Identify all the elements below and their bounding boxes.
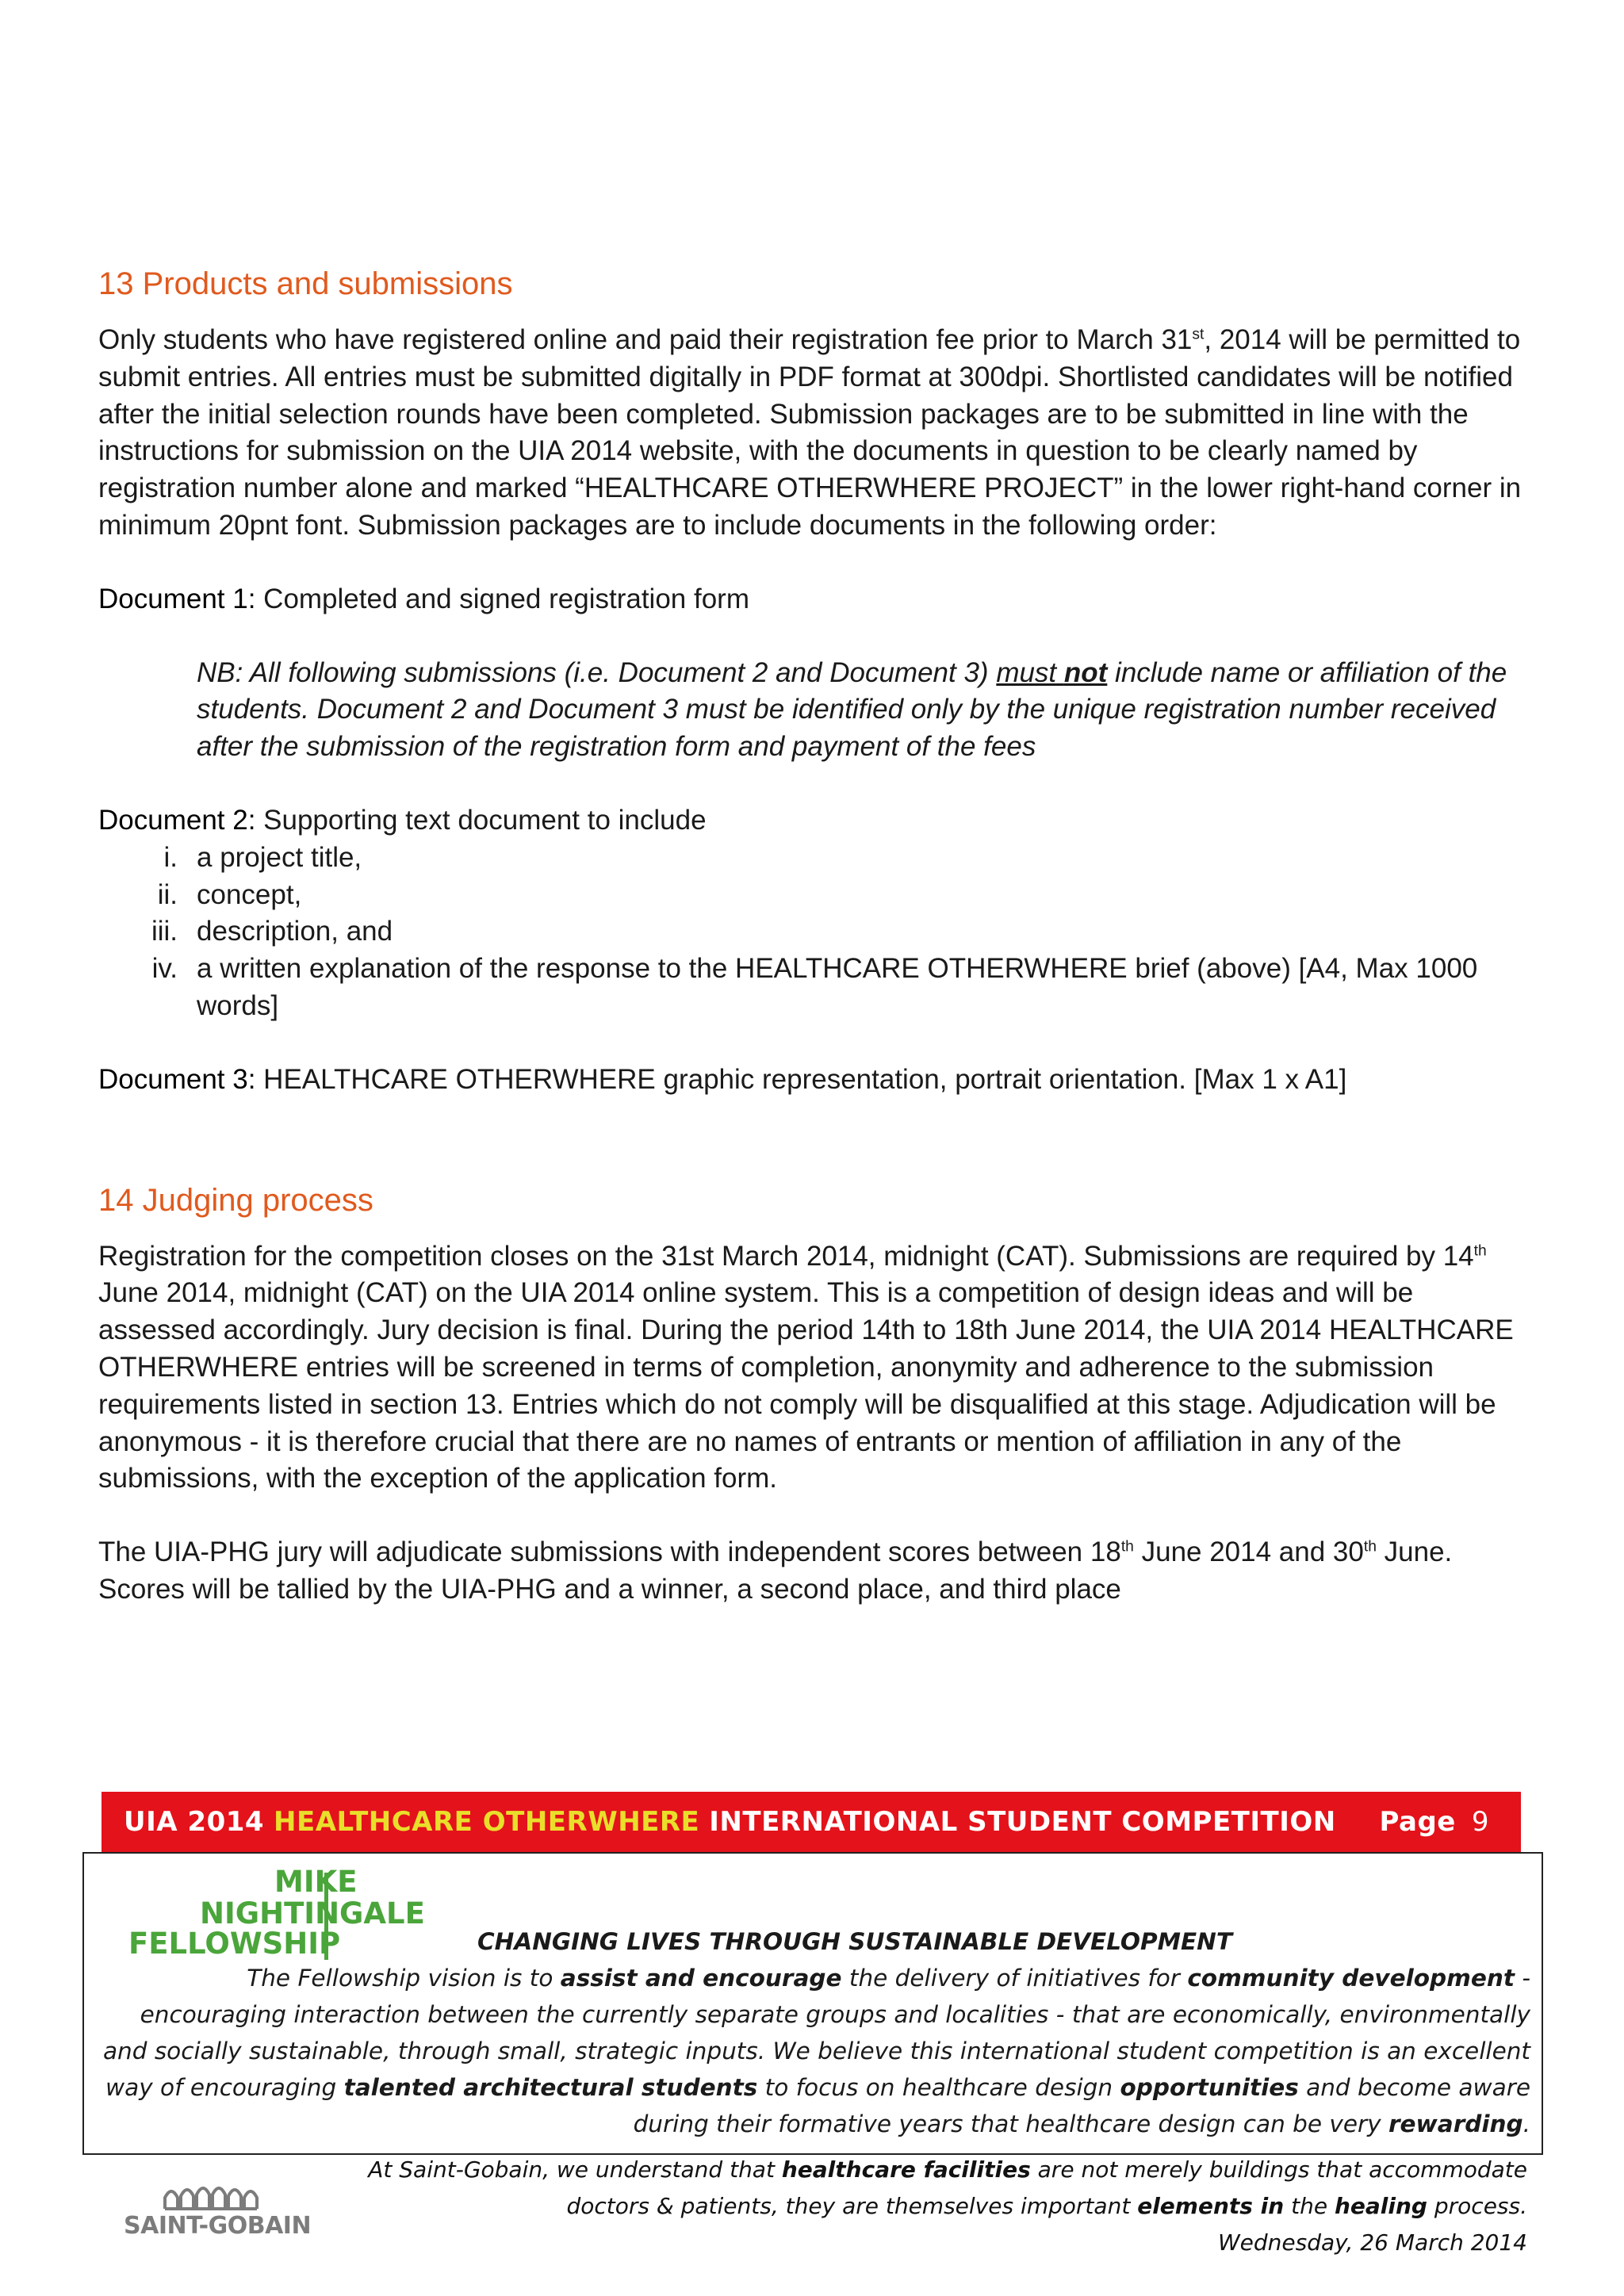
section-14-para-2: The UIA-PHG jury will adjudicate submissions with independent scores between 18th June 2014 and 30th June. Scores will be tallied by the UIA-PHG and a winner, a second place, and third place (98, 1536, 1453, 1605)
footer-uia-label: UIA 2014 (124, 1806, 265, 1838)
document-date: Wednesday, 26 March 2014 (1217, 2229, 1527, 2256)
mike-nightingale-fellowship-logo: MIKE NIGHTINGALE FELLOWSHIP (128, 1865, 425, 1961)
list-item: iv. a written explanation of the response to the HEALTHCARE OTHERWHERE brief (above) [A4, Max 1000 words] (151, 953, 1478, 1021)
section-13-heading: 13 Products and submissions (98, 266, 513, 301)
footer-competition-name: HEALTHCARE OTHERWHERE (274, 1806, 700, 1838)
list-item: iii. description, and (151, 916, 393, 947)
document-3-label: Document 3: (98, 1063, 256, 1095)
saint-gobain-arches-icon (163, 2179, 274, 2210)
page-content (98, 262, 1526, 1609)
document-2-list (98, 840, 1526, 1025)
fellowship-vision-text: The Fellowship vision is to assist and encourage the delivery of initiatives for community development - encouraging interaction between the currently separate groups and localities - that are economically, environmentally and socially sustainable, through small, strategic inputs. We believe this international student competition is an excellent way of encouraging talented architectural students to focus on healthcare design opportunities and become aware during their formative years that healthcare design can be very rewarding. (102, 1965, 1530, 2137)
nb-note: NB: All following submissions (i.e. Document 2 and Document 3) must not include name or affiliation of the students. Document 2 and Document 3 must be identified only by the unique registration number received after the submission of the registration form and payment of the fees (197, 656, 1507, 763)
document-1-label: Document 1: (98, 583, 256, 614)
competition-footer-bar (102, 1792, 1521, 1852)
document-3-line: Document 3: HEALTHCARE OTHERWHERE graphic representation, portrait orientation. [Max 1 x A1] (98, 1063, 1347, 1095)
fellowship-tagline: CHANGING LIVES THROUGH SUSTAINABLE DEVELOPMENT (477, 1928, 1232, 1955)
document-1-line: Document 1: Completed and signed registration form (98, 583, 749, 614)
saint-gobain-logo: SAINT-GOBAIN (124, 2174, 314, 2245)
footer-competition-type: INTERNATIONAL STUDENT COMPETITION (709, 1806, 1336, 1838)
document-2-line: Document 2: Supporting text document to include (98, 804, 707, 836)
section-13-intro: Only students who have registered online and paid their registration fee prior to March 31st, 2014 will be permitted to submit entries. All entries must be submitted digitally in PDF format at 300dpi. Shortlisted candidates will be notified after the initial selection rounds have been completed. Submission packages are to be submitted in line with the instructions for submission on the UIA 2014 website, with the documents in question to be clearly named by registration number alone and marked “HEALTHCARE OTHERWHERE PROJECT” in the lower right-hand corner in minimum 20pnt font. Submission packages are to include documents in the following order: (98, 324, 1522, 541)
section-14-heading: 14 Judging process (98, 1182, 373, 1218)
fellowship-box (82, 1852, 1543, 2155)
section-14-para-1: Registration for the competition closes on the 31st March 2014, midnight (CAT). Submissions are required by 14th June 2014, midnight (CAT) on the UIA 2014 online system. This is a competition of design ideas and will be assessed accordingly. Jury decision is final. During the period 14th to 18th June 2014, the UIA 2014 HEALTHCARE OTHERWHERE entries will be screened in terms of completion, anonymity and adherence to the submission requirements listed in section 13. Entries which do not comply will be disqualified at this stage. Adjudication will be anonymous - it is therefore crucial that there are no names of entrants or mention of affiliation in any of the submissions, with the exception of the application form. (98, 1240, 1514, 1494)
fellowship-vision (100, 1923, 1530, 2142)
saint-gobain-statement: At Saint-Gobain, we understand that healthcare facilities are not merely buildings that accommodate doctors & patients, they are themselves important elements in the healing process. Wednesday, 26 March 2014 (338, 2152, 1527, 2261)
list-item: i. a project title, (163, 841, 362, 873)
page-indicator: Page 9 (1379, 1806, 1489, 1838)
document-2-label: Document 2: (98, 804, 256, 836)
page-number: 9 (1471, 1806, 1489, 1838)
list-item: ii. concept, (157, 878, 302, 910)
